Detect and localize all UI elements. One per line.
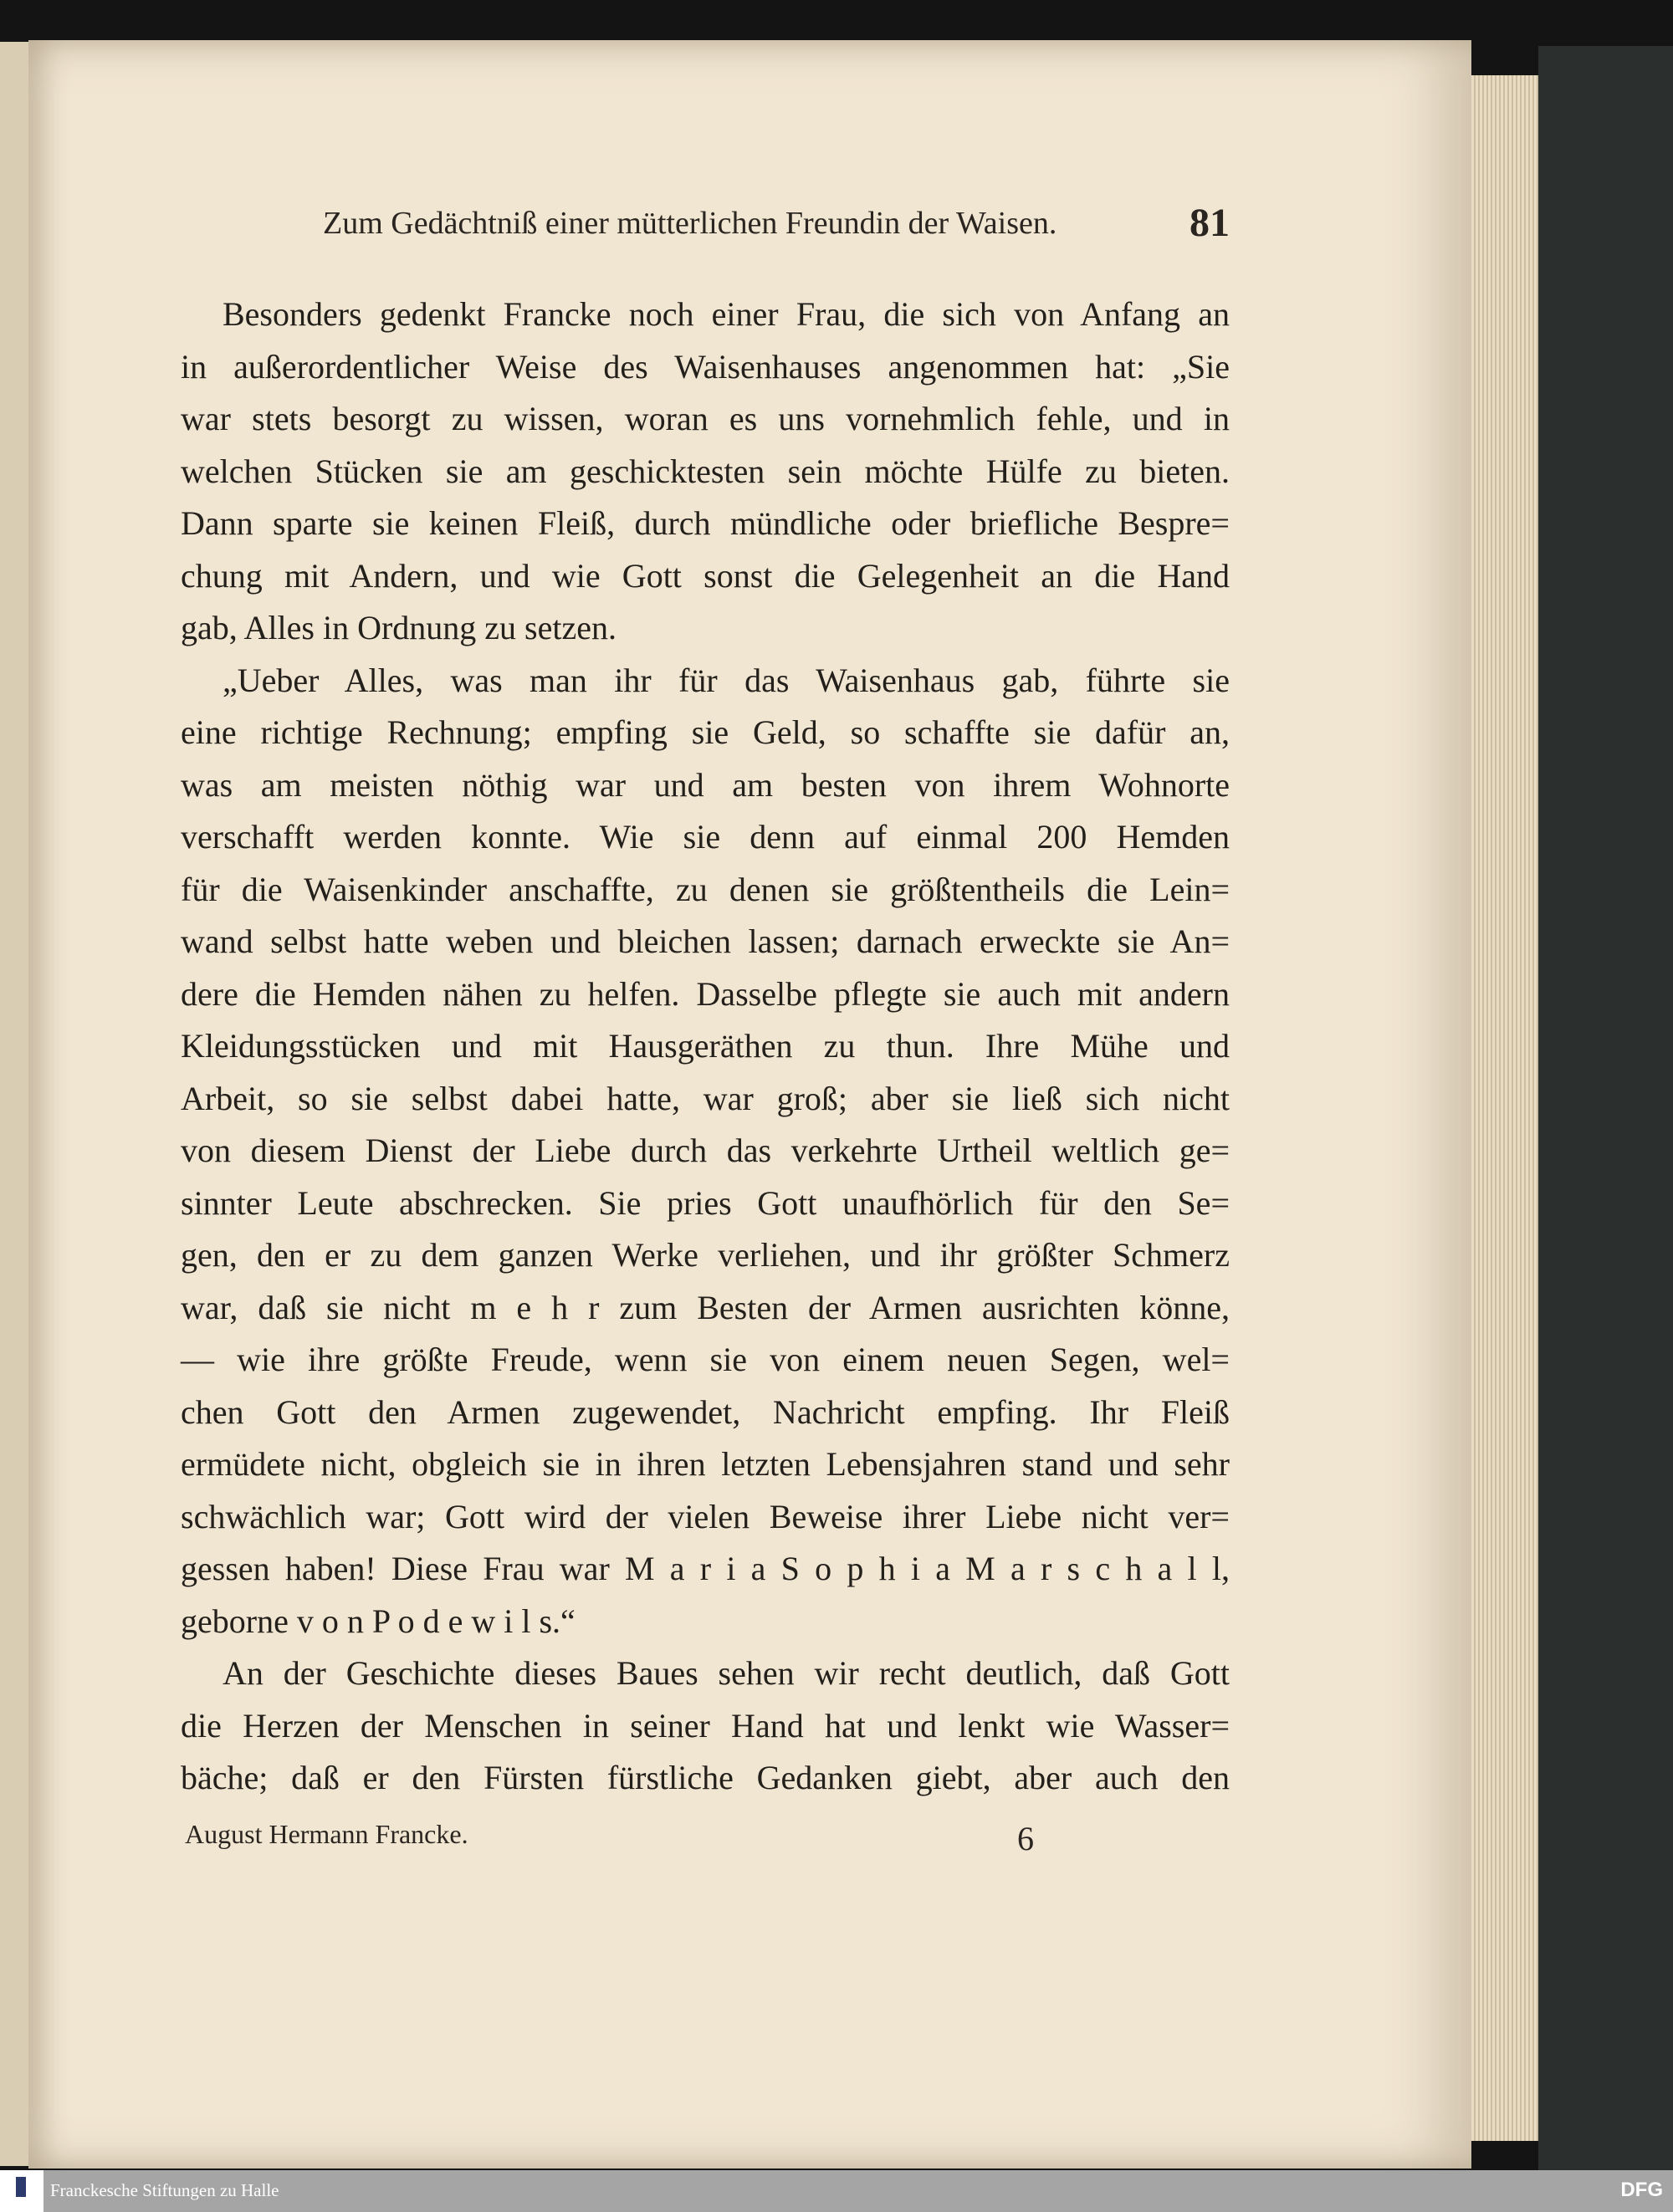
tower-icon bbox=[16, 2177, 26, 2197]
text-line: Besonders gedenkt Francke noch einer Frau, die sich von Anfang an bbox=[223, 295, 1230, 333]
institution-logo[interactable] bbox=[0, 2170, 43, 2212]
body-text bbox=[181, 289, 1230, 1805]
text-line: die Herzen der Menschen in seiner Hand hat und lenkt wie Wasser= bbox=[181, 1706, 1230, 1745]
text-line: verschafft werden konnte. Wie sie denn auf einmal 200 Hemden bbox=[181, 818, 1230, 856]
facing-page-edge bbox=[0, 42, 28, 2166]
text-line: dere die Hemden nähen zu helfen. Dasselbe pflegte sie auch mit andern bbox=[181, 974, 1230, 1013]
text-line: „Ueber Alles, was man ihr für das Waisenhaus gab, führte sie bbox=[223, 661, 1230, 699]
text-line: geborne v o n P o d e w i l s.“ bbox=[181, 1602, 576, 1640]
text-line: chen Gott den Armen zugewendet, Nachricht empfing. Ihr Fleiß bbox=[181, 1392, 1230, 1431]
text-line: gab, Alles in Ordnung zu setzen. bbox=[181, 609, 617, 646]
text-line: — wie ihre größte Freude, wenn sie von einem neuen Segen, wel= bbox=[181, 1341, 1230, 1378]
text-line: sinnter Leute abschrecken. Sie pries Gott unaufhörlich für den Se= bbox=[181, 1183, 1230, 1222]
institution-name: Franckesche Stiftungen zu Halle bbox=[50, 2180, 279, 2200]
running-header bbox=[181, 201, 1230, 255]
text-line: Dann sparte sie keinen Fleiß, durch mündliche oder briefliche Bespre= bbox=[181, 504, 1230, 542]
book-cover bbox=[1538, 46, 1673, 2170]
sheet-number: 6 bbox=[1017, 1820, 1034, 1857]
dfg-logo[interactable]: DFG bbox=[1620, 2179, 1663, 2201]
text-line: gen, den er zu dem ganzen Werke verliehen, und ihr größter Schmerz bbox=[181, 1236, 1230, 1274]
text-line: war stets besorgt zu wissen, woran es uns vornehmlich fehle, und in bbox=[181, 400, 1230, 437]
text-line: von diesem Dienst der Liebe durch das verkehrte Urtheil weltlich ge= bbox=[181, 1132, 1230, 1169]
text-line: Kleidungsstücken und mit Hausgeräthen zu thun. Ihre Mühe und bbox=[181, 1027, 1230, 1065]
text-line: in außerordentlicher Weise des Waisenhauses angenommen hat: „Sie bbox=[181, 347, 1230, 386]
text-line: bäche; daß er den Fürsten fürstliche Gedanken giebt, aber auch den bbox=[181, 1759, 1230, 1796]
text-line: Arbeit, so sie selbst dabei hatte, war groß; aber sie ließ sich nicht bbox=[181, 1079, 1230, 1117]
text-line: welchen Stücken sie am geschicktesten sein möchte Hülfe zu bieten. bbox=[181, 452, 1230, 490]
text-line: was am meisten nöthig war und am besten von ihrem Wohnorte bbox=[181, 765, 1230, 804]
text-line: An der Geschichte dieses Baues sehen wir recht deutlich, daß Gott bbox=[223, 1654, 1230, 1692]
text-line: wand selbst hatte weben und bleichen lassen; darnach erweckte sie An= bbox=[181, 922, 1230, 960]
running-title: Zum Gedächtniß einer mütterlichen Freundin der Waisen. bbox=[323, 206, 1057, 241]
text-line: für die Waisenkinder anschaffte, zu denen sie größtentheils die Lein= bbox=[181, 870, 1230, 908]
viewer-footer-bar bbox=[0, 2170, 1673, 2212]
text-line: ermüdete nicht, obgleich sie in ihren letzten Lebensjahren stand und sehr bbox=[181, 1445, 1230, 1483]
text-line: eine richtige Rechnung; empfing sie Geld, so schaffte sie dafür an, bbox=[181, 713, 1230, 751]
text-line: schwächlich war; Gott wird der vielen Beweise ihrer Liebe nicht ver= bbox=[181, 1497, 1230, 1535]
text-line: war, daß sie nicht m e h r zum Besten der Armen ausrichten könne, bbox=[181, 1288, 1230, 1326]
text-line: chung mit Andern, und wie Gott sonst die Gelegenheit an die Hand bbox=[181, 556, 1230, 595]
page-edges bbox=[1471, 75, 1538, 2141]
page-number: 81 bbox=[1190, 201, 1230, 245]
signature-line: August Hermann Francke. bbox=[185, 1819, 468, 1849]
text-line: gessen haben! Diese Frau war M a r i a S o p h i a M a r s c h a l l, bbox=[181, 1550, 1230, 1587]
